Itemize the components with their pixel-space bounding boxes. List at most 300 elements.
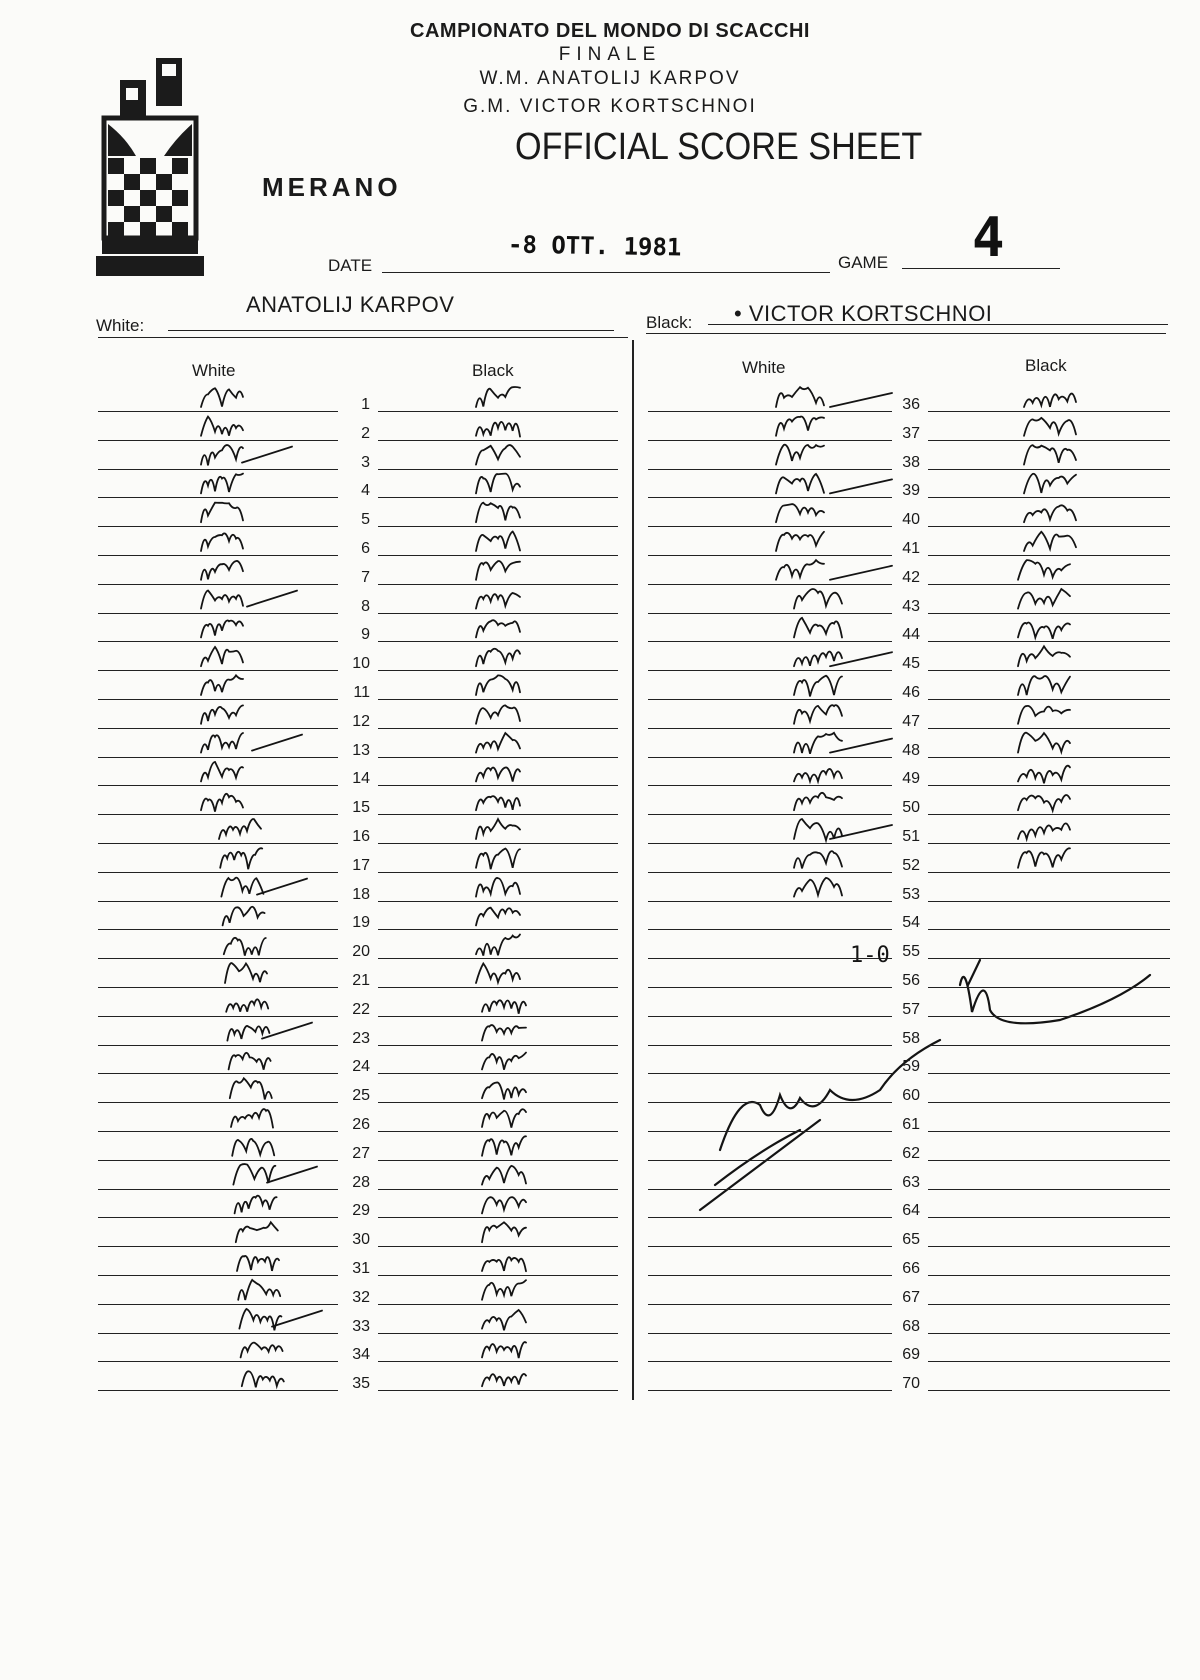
move-number: 36 <box>902 396 920 413</box>
handwritten-move <box>482 1280 526 1300</box>
handwritten-move <box>242 1371 284 1387</box>
move-number: 48 <box>902 741 920 759</box>
handwritten-move <box>476 620 520 637</box>
left-black-move-line <box>378 526 618 527</box>
handwritten-move <box>482 1166 526 1185</box>
handwritten-move <box>201 705 243 723</box>
result-note: 1-0 <box>850 943 890 968</box>
move-number: 19 <box>352 914 370 932</box>
handwritten-move <box>476 532 520 551</box>
move-number: 55 <box>902 943 920 961</box>
handwritten-move <box>476 649 520 666</box>
handwritten-move <box>201 474 243 494</box>
move-number: 24 <box>352 1058 370 1076</box>
right-white-move-line <box>648 757 892 758</box>
move-number: 39 <box>902 482 920 500</box>
move-number: 68 <box>902 1317 920 1335</box>
right-white-move-line <box>648 958 892 959</box>
left-white-move-line <box>98 1102 338 1103</box>
right-black-move-line <box>928 613 1170 614</box>
handwritten-move <box>482 1257 526 1271</box>
handwritten-move <box>776 474 824 493</box>
move-number: 44 <box>902 626 920 644</box>
handwritten-move <box>776 387 824 407</box>
move-number: 23 <box>352 1029 370 1047</box>
right-white-move-line <box>648 1275 892 1276</box>
left-white-move-line <box>98 1275 338 1276</box>
city-label: MERANO <box>262 172 402 202</box>
move-number: 52 <box>902 856 920 874</box>
move-number: 25 <box>352 1087 370 1105</box>
move-number: 8 <box>361 597 370 615</box>
stage-title: FINALE <box>558 44 662 65</box>
left-black-move-line <box>378 1160 618 1161</box>
right-black-move-line <box>928 814 1170 815</box>
right-black-move-line <box>928 987 1170 988</box>
handwritten-move <box>1018 589 1070 609</box>
handwritten-move <box>482 1136 526 1155</box>
handwritten-move <box>776 560 824 580</box>
handwritten-move <box>476 796 520 810</box>
left-black-move-line <box>378 1073 618 1074</box>
left-white-move-line <box>98 958 338 959</box>
handwritten-move <box>794 851 842 868</box>
move-number: 66 <box>902 1260 920 1277</box>
handwritten-move <box>476 593 520 609</box>
left-black-move-line <box>378 814 618 815</box>
move-number: 14 <box>352 770 370 788</box>
right-white-move-line <box>648 1246 892 1247</box>
move-number: 12 <box>352 712 370 730</box>
right-black-move-line <box>928 728 1170 729</box>
right-white-move-line <box>648 814 892 815</box>
move-number: 40 <box>902 511 920 529</box>
move-number: 26 <box>352 1116 370 1133</box>
right-white-move-line <box>648 641 892 642</box>
move-number: 5 <box>361 511 370 529</box>
left-black-move-line <box>378 958 618 959</box>
handwritten-move <box>230 1078 272 1099</box>
left-white-move-line <box>98 728 338 729</box>
left-white-move-line <box>98 929 338 930</box>
move-number: 70 <box>902 1375 920 1393</box>
move-number: 53 <box>902 885 920 903</box>
right-black-move-line <box>928 1189 1170 1190</box>
handwritten-move <box>794 705 842 724</box>
handwritten-move <box>794 618 842 638</box>
signature-marks <box>700 960 1150 1210</box>
game-label: GAME <box>838 253 889 272</box>
handwritten-move <box>476 474 520 494</box>
move-number: 28 <box>352 1173 370 1191</box>
right-black-move-line <box>928 1045 1170 1046</box>
handwritten-move <box>201 590 243 608</box>
left-black-move-line <box>378 1102 618 1103</box>
left-white-move-line <box>98 1304 338 1305</box>
handwritten-move <box>776 532 824 551</box>
right-white-move-line <box>648 1160 892 1161</box>
left-black-move-line <box>378 440 618 441</box>
left-black-move-line <box>378 728 618 729</box>
left-black-move-line <box>378 929 618 930</box>
handwritten-move <box>1018 766 1070 784</box>
handwritten-move <box>1024 418 1076 436</box>
left-white-move-line <box>98 699 338 700</box>
right-black-move-line <box>928 901 1170 902</box>
handwritten-move <box>237 1256 279 1271</box>
left-black-move-line <box>378 1275 618 1276</box>
move-number: 50 <box>902 799 920 817</box>
left-white-move-line <box>98 757 338 758</box>
handwritten-move <box>241 1343 283 1358</box>
right-white-move-line <box>648 440 892 441</box>
left-white-move-line <box>98 1246 338 1247</box>
white-label: White: <box>96 316 145 335</box>
handwritten-move <box>482 1342 526 1358</box>
right-white-move-line <box>648 1361 892 1362</box>
handwritten-move <box>476 878 520 897</box>
handwritten-move <box>201 733 243 753</box>
handwritten-move <box>220 848 262 869</box>
handwritten-move <box>794 793 842 810</box>
handwritten-move <box>1024 532 1076 551</box>
date-label: DATE <box>328 256 373 275</box>
handwritten-move <box>482 1310 526 1330</box>
left-white-move-line <box>98 987 338 988</box>
left-white-move-line <box>98 584 338 585</box>
move-number: 56 <box>902 972 920 989</box>
right-white-move-line <box>648 901 892 902</box>
left-black-move-line <box>378 1045 618 1046</box>
right-white-move-line <box>648 1217 892 1218</box>
handwritten-move <box>1018 848 1070 867</box>
handwritten-move <box>776 417 824 436</box>
left-black-move-line <box>378 670 618 671</box>
handwritten-move <box>482 1109 526 1127</box>
handwritten-move <box>232 1139 274 1156</box>
right-black-move-line <box>928 872 1170 873</box>
right-white-move-line <box>648 728 892 729</box>
left-black-move-line <box>378 1333 618 1334</box>
move-number: 63 <box>902 1173 920 1191</box>
handwritten-move <box>476 503 520 522</box>
move-number: 54 <box>902 914 920 932</box>
left-black-move-line <box>378 555 618 556</box>
left-black-move-line <box>378 613 618 614</box>
right-black-move-line <box>928 555 1170 556</box>
move-number: 9 <box>361 626 370 644</box>
move-number: 18 <box>352 885 370 903</box>
handwritten-move <box>476 675 520 695</box>
move-number: 60 <box>902 1087 920 1105</box>
handwritten-move <box>201 533 243 551</box>
move-number: 20 <box>352 943 370 961</box>
left-black-move-line <box>378 1304 618 1305</box>
left-black-move-line <box>378 641 618 642</box>
left-black-move-line <box>378 987 618 988</box>
move-number: 17 <box>352 856 370 874</box>
left-white-move-line <box>98 440 338 441</box>
right-white-move-line <box>648 555 892 556</box>
handwritten-move <box>476 422 520 437</box>
right-white-move-line <box>648 497 892 498</box>
handwritten-move <box>201 675 243 695</box>
handwritten-move <box>238 1280 280 1300</box>
right-black-move-line <box>928 1361 1170 1362</box>
left-black-move-line <box>378 757 618 758</box>
left-white-move-line <box>98 670 338 671</box>
handwritten-move <box>476 908 520 926</box>
right-white-move-line <box>648 1390 892 1391</box>
handwritten-move <box>1018 623 1070 639</box>
black-label: Black: <box>646 313 693 332</box>
championship-title: CAMPIONATO DEL MONDO DI SCACCHI <box>410 20 810 42</box>
right-black-move-line <box>928 584 1170 585</box>
move-number: 34 <box>352 1346 370 1364</box>
right-black-move-line <box>928 497 1170 498</box>
move-number: 57 <box>902 1000 920 1018</box>
right-white-move-line <box>648 1131 892 1132</box>
handwritten-move <box>1018 560 1070 580</box>
game-number: 4 <box>972 206 1005 269</box>
move-number: 47 <box>902 712 920 730</box>
handwritten-move <box>223 907 265 926</box>
right-white-move-line <box>648 987 892 988</box>
right-white-move-line <box>648 613 892 614</box>
left-white-move-line <box>98 1390 338 1391</box>
handwritten-move <box>201 762 243 782</box>
right-white-column-header: White <box>742 358 786 377</box>
move-number: 22 <box>352 1000 370 1018</box>
handwritten-move <box>476 849 520 870</box>
right-white-move-line <box>648 699 892 700</box>
right-white-move-line <box>648 1333 892 1334</box>
left-white-move-line <box>98 785 338 786</box>
right-black-move-line <box>928 785 1170 786</box>
left-black-move-line <box>378 1016 618 1017</box>
move-number: 3 <box>361 453 370 471</box>
left-black-move-line <box>378 1246 618 1247</box>
move-number: 38 <box>902 453 920 471</box>
move-number: 15 <box>352 799 370 817</box>
black-player-name: • VICTOR KORTSCHNOI <box>734 301 993 326</box>
left-white-move-line <box>98 497 338 498</box>
handwritten-move <box>476 819 520 839</box>
sheet-title: OFFICIAL SCORE SHEET <box>515 126 923 168</box>
handwritten-move <box>224 938 266 956</box>
right-black-move-line <box>928 843 1170 844</box>
right-black-move-line <box>928 641 1170 642</box>
left-white-move-line <box>98 1045 338 1046</box>
right-black-move-line <box>928 699 1170 700</box>
right-black-move-line <box>928 1246 1170 1247</box>
move-number: 10 <box>352 655 370 673</box>
right-black-move-line <box>928 411 1170 412</box>
right-white-move-line <box>648 411 892 412</box>
handwritten-move <box>776 445 824 465</box>
right-white-move-line <box>648 526 892 527</box>
move-number: 30 <box>352 1231 370 1249</box>
right-white-move-line <box>648 1045 892 1046</box>
handwritten-move <box>1018 733 1070 753</box>
handwritten-move <box>1018 676 1070 695</box>
left-black-column-header: Black <box>472 361 514 380</box>
handwritten-move <box>229 1053 271 1070</box>
right-white-move-line <box>648 584 892 585</box>
handwritten-move <box>201 503 243 523</box>
handwritten-move <box>235 1196 277 1214</box>
handwritten-move <box>482 1374 526 1386</box>
right-white-move-line <box>648 1189 892 1190</box>
move-number: 67 <box>902 1288 920 1306</box>
handwritten-move <box>482 1082 526 1099</box>
right-black-move-line <box>928 526 1170 527</box>
handwritten-move <box>239 1309 281 1330</box>
handwritten-move <box>231 1109 273 1128</box>
handwritten-move <box>236 1222 278 1242</box>
right-black-move-line <box>928 1217 1170 1218</box>
handwritten-move <box>776 504 824 522</box>
left-white-move-line <box>98 814 338 815</box>
move-number: 16 <box>352 828 370 845</box>
move-number: 61 <box>902 1116 920 1133</box>
left-black-move-line <box>378 843 618 844</box>
move-number: 2 <box>361 424 370 442</box>
right-white-move-line <box>648 469 892 470</box>
right-white-move-line <box>648 1073 892 1074</box>
right-black-move-line <box>928 1160 1170 1161</box>
right-white-move-line <box>648 843 892 844</box>
left-white-move-line <box>98 1160 338 1161</box>
left-black-move-line <box>378 699 618 700</box>
right-black-move-line <box>928 1333 1170 1334</box>
left-white-move-line <box>98 872 338 873</box>
right-white-move-line <box>648 1304 892 1305</box>
handwritten-move <box>1018 795 1070 810</box>
handwritten-move <box>1024 474 1076 494</box>
handwritten-move <box>226 999 268 1011</box>
move-number: 59 <box>902 1058 920 1076</box>
left-white-move-line <box>98 1333 338 1334</box>
right-black-column-header: Black <box>1025 356 1067 375</box>
left-white-move-line <box>98 843 338 844</box>
move-number: 27 <box>352 1144 370 1162</box>
handwritten-move <box>1024 394 1076 407</box>
left-white-move-line <box>98 1131 338 1132</box>
right-white-move-line <box>648 1016 892 1017</box>
right-black-move-line <box>928 1304 1170 1305</box>
handwritten-move <box>1018 823 1070 839</box>
handwritten-move <box>476 561 520 580</box>
move-number: 37 <box>902 424 920 442</box>
left-white-move-line <box>98 526 338 527</box>
left-white-move-line <box>98 613 338 614</box>
move-number: 33 <box>352 1317 370 1335</box>
move-number: 6 <box>361 540 370 557</box>
handwritten-move <box>476 964 520 983</box>
right-white-move-line <box>648 872 892 873</box>
move-number: 62 <box>902 1144 920 1162</box>
move-number: 13 <box>352 741 370 759</box>
handwritten-move <box>201 647 243 666</box>
handwritten-move <box>794 589 842 609</box>
right-black-move-line <box>928 1275 1170 1276</box>
move-number: 7 <box>361 568 370 586</box>
right-black-move-line <box>928 469 1170 470</box>
handwritten-move <box>201 445 243 465</box>
left-black-move-line <box>378 1361 618 1362</box>
handwritten-move <box>1018 706 1070 724</box>
handwritten-move <box>476 445 520 465</box>
left-black-move-line <box>378 411 618 412</box>
move-number: 35 <box>352 1375 370 1393</box>
handwritten-move <box>201 794 243 812</box>
right-black-move-line <box>928 1102 1170 1103</box>
left-black-move-line <box>378 469 618 470</box>
left-white-move-line <box>98 1073 338 1074</box>
handwritten-move <box>1024 505 1076 522</box>
handwritten-move <box>476 387 520 407</box>
move-number: 58 <box>902 1029 920 1047</box>
handwritten-move <box>482 1000 526 1013</box>
left-white-move-line <box>98 469 338 470</box>
left-white-column-header: White <box>192 361 236 380</box>
left-white-move-line <box>98 1016 338 1017</box>
move-number: 29 <box>352 1202 370 1220</box>
handwritten-move <box>1024 445 1076 464</box>
right-black-move-line <box>928 670 1170 671</box>
right-white-move-line <box>648 1102 892 1103</box>
left-black-move-line <box>378 497 618 498</box>
handwritten-move <box>201 388 243 407</box>
handwritten-move <box>794 676 842 697</box>
handwritten-move <box>794 652 842 667</box>
date-value: -8 OTT. 1981 <box>507 230 682 262</box>
handwritten-move <box>476 705 520 723</box>
left-white-move-line <box>98 1361 338 1362</box>
move-number: 49 <box>902 770 920 788</box>
right-white-move-line <box>648 785 892 786</box>
move-number: 42 <box>902 568 920 586</box>
move-number: 51 <box>902 828 920 845</box>
left-white-move-line <box>98 555 338 556</box>
move-number: 32 <box>352 1288 370 1306</box>
handwritten-move <box>482 1025 526 1041</box>
move-number: 1 <box>361 396 370 413</box>
move-number: 46 <box>902 684 920 701</box>
left-black-move-line <box>378 872 618 873</box>
right-black-move-line <box>928 1131 1170 1132</box>
move-number: 43 <box>902 597 920 615</box>
move-number: 31 <box>352 1260 370 1277</box>
handwritten-move <box>482 1053 526 1070</box>
right-black-move-line <box>928 1390 1170 1391</box>
handwritten-move <box>219 819 261 839</box>
right-white-move-line <box>648 929 892 930</box>
move-number: 21 <box>352 972 370 989</box>
handwritten-move <box>201 417 243 436</box>
left-black-move-line <box>378 901 618 902</box>
left-white-move-line <box>98 901 338 902</box>
handwritten-move <box>1018 646 1070 666</box>
left-white-move-line <box>98 411 338 412</box>
right-black-move-line <box>928 1016 1170 1017</box>
move-number: 11 <box>353 684 370 701</box>
move-number: 4 <box>361 482 370 500</box>
right-black-move-line <box>928 757 1170 758</box>
right-black-move-line <box>928 440 1170 441</box>
player1-heading: W.M. ANATOLIJ KARPOV <box>479 68 741 89</box>
